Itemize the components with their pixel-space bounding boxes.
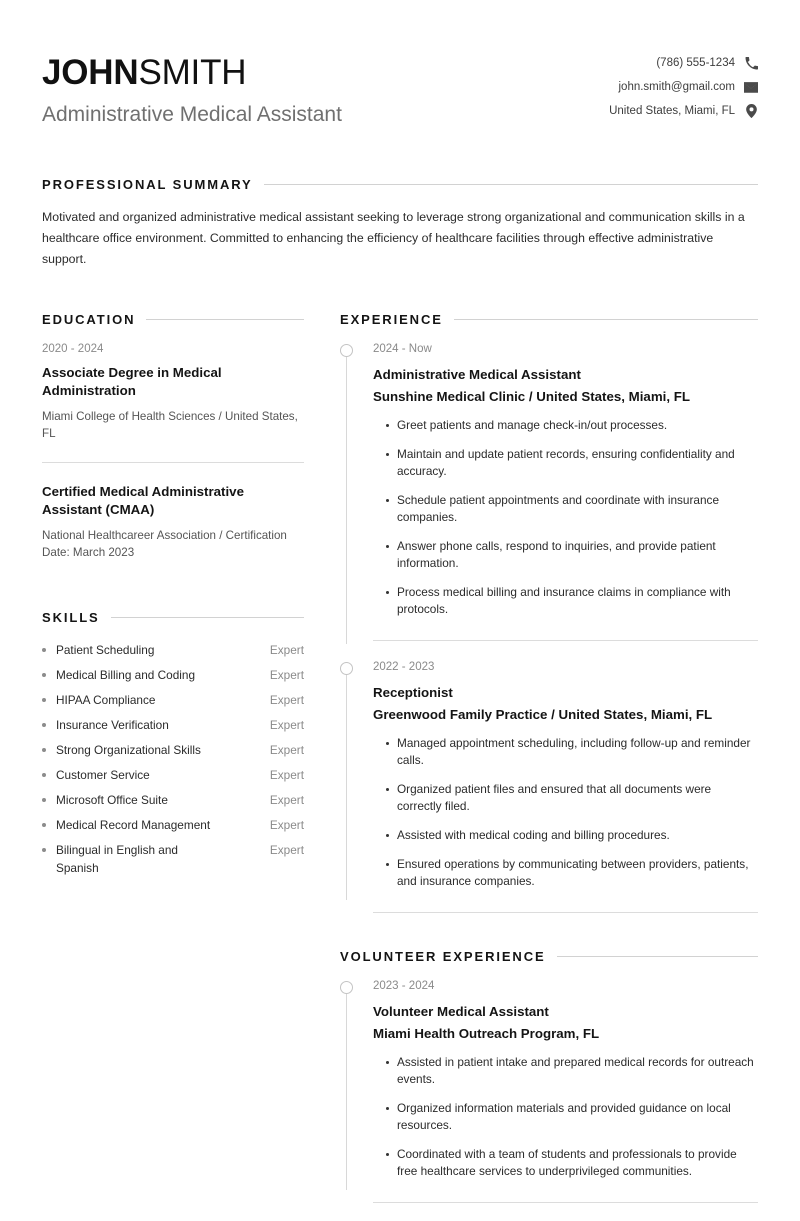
bullet-icon bbox=[42, 648, 46, 652]
education-school: National Healthcareer Association / Certification Date: March 2023 bbox=[42, 529, 287, 559]
contact-email[interactable] bbox=[619, 80, 759, 94]
summary-heading bbox=[42, 177, 758, 192]
education-item bbox=[42, 341, 304, 444]
education-date: 2020 - 2024 bbox=[42, 343, 104, 355]
timeline-line bbox=[346, 987, 347, 1190]
resume-header bbox=[42, 40, 758, 130]
section-experience bbox=[340, 312, 758, 913]
experience-item bbox=[340, 341, 758, 622]
section-volunteer-experience bbox=[340, 949, 758, 1203]
experience-bullet: Greet patients and manage check-in/out processes. bbox=[386, 417, 758, 434]
skill-level: Expert bbox=[269, 817, 304, 832]
right-column bbox=[340, 312, 758, 1221]
skill-left bbox=[42, 791, 168, 809]
entry-divider bbox=[373, 1202, 758, 1203]
section-education bbox=[42, 312, 304, 563]
section-professional-summary bbox=[42, 177, 758, 270]
experience-heading-text: EXPERIENCE bbox=[340, 312, 443, 327]
skill-item bbox=[42, 712, 304, 737]
skill-level: Expert bbox=[269, 717, 304, 732]
summary-text: Motivated and organized administrative medical assistant seeking to leverage strong organizational and communication skills in a healthcare office environment. Committed to enhancing the efficiency of healthcare facilities through effective administrative support. bbox=[42, 210, 745, 266]
skill-level: Expert bbox=[269, 767, 304, 782]
volunteer-bullet: Coordinated with a team of students and professionals to provide free healthcare services to underprivileged communities. bbox=[386, 1146, 758, 1180]
skills-list bbox=[42, 637, 304, 880]
skill-item bbox=[42, 687, 304, 712]
skills-heading-text: SKILLS bbox=[42, 610, 100, 625]
timeline-marker-icon bbox=[340, 344, 353, 357]
last-name: SMITH bbox=[138, 53, 247, 92]
envelope-icon bbox=[744, 80, 758, 94]
skill-name: HIPAA Compliance bbox=[56, 692, 156, 707]
skill-left bbox=[42, 716, 169, 734]
volunteer-date: 2023 - 2024 bbox=[373, 980, 435, 992]
skill-item bbox=[42, 662, 304, 687]
experience-bullet: Managed appointment scheduling, including follow-up and reminder calls. bbox=[386, 735, 758, 769]
contact-email-value: john.smith@gmail.com bbox=[618, 81, 735, 93]
volunteer-org: Miami Health Outreach Program, FL bbox=[373, 1026, 600, 1041]
skill-left bbox=[42, 666, 195, 684]
heading-rule bbox=[264, 184, 758, 185]
summary-heading-text: PROFESSIONAL SUMMARY bbox=[42, 177, 253, 192]
left-column bbox=[42, 312, 304, 880]
skill-level: Expert bbox=[269, 742, 304, 757]
first-name: JOHN bbox=[42, 53, 139, 92]
education-school: Miami College of Health Sciences / United States, FL bbox=[42, 410, 298, 440]
experience-bullets bbox=[373, 417, 758, 618]
skill-level: Expert bbox=[269, 792, 304, 807]
volunteer-heading-text: VOLUNTEER EXPERIENCE bbox=[340, 949, 546, 964]
body-columns bbox=[42, 312, 758, 1221]
skills-heading bbox=[42, 610, 304, 625]
contact-phone[interactable] bbox=[656, 56, 758, 70]
education-list bbox=[42, 341, 304, 563]
skill-left bbox=[42, 766, 150, 784]
name-block bbox=[42, 50, 342, 130]
skill-name: Insurance Verification bbox=[56, 717, 169, 732]
contact-list bbox=[609, 50, 758, 118]
skill-name: Patient Scheduling bbox=[56, 642, 155, 657]
volunteer-bullet: Organized information materials and provided guidance on local resources. bbox=[386, 1100, 758, 1134]
job-title: Administrative Medical Assistant bbox=[42, 103, 342, 126]
bullet-icon bbox=[42, 773, 46, 777]
skill-level: Expert bbox=[269, 667, 304, 682]
skill-name: Microsoft Office Suite bbox=[56, 792, 168, 807]
bullet-icon bbox=[42, 723, 46, 727]
skill-level: Expert bbox=[269, 692, 304, 707]
skill-level: Expert bbox=[269, 842, 304, 857]
heading-rule bbox=[146, 319, 304, 320]
experience-bullet: Process medical billing and insurance claims in compliance with protocols. bbox=[386, 584, 758, 618]
bullet-icon bbox=[42, 673, 46, 677]
experience-bullet: Organized patient files and ensured that all documents were correctly filed. bbox=[386, 781, 758, 815]
entry-divider bbox=[373, 640, 758, 641]
volunteer-timeline bbox=[340, 978, 758, 1203]
experience-date: 2022 - 2023 bbox=[373, 661, 435, 673]
skill-level: Expert bbox=[269, 642, 304, 657]
skill-left bbox=[42, 741, 201, 759]
experience-role: Administrative Medical Assistant bbox=[373, 367, 581, 382]
skill-name: Medical Billing and Coding bbox=[56, 667, 196, 682]
bullet-icon bbox=[42, 798, 46, 802]
experience-bullet: Ensured operations by communicating between providers, patients, and insurance companies. bbox=[386, 856, 758, 890]
timeline-marker-icon bbox=[340, 981, 353, 994]
experience-org: Sunshine Medical Clinic / United States, Miami, FL bbox=[373, 389, 690, 404]
skill-item bbox=[42, 762, 304, 787]
experience-bullet: Assisted with medical coding and billing procedures. bbox=[386, 827, 758, 844]
skill-left bbox=[42, 816, 210, 834]
skill-item bbox=[42, 737, 304, 762]
experience-bullet: Schedule patient appointments and coordinate with insurance companies. bbox=[386, 492, 758, 526]
timeline-line bbox=[346, 350, 347, 644]
skill-name: Strong Organizational Skills bbox=[56, 742, 201, 757]
bullet-icon bbox=[42, 748, 46, 752]
section-skills bbox=[42, 610, 304, 880]
timeline-marker-icon bbox=[340, 662, 353, 675]
phone-icon bbox=[744, 56, 758, 70]
bullet-icon bbox=[42, 698, 46, 702]
volunteer-bullets bbox=[373, 1054, 758, 1180]
volunteer-item bbox=[340, 978, 758, 1184]
skill-name: Bilingual in English and Spanish bbox=[56, 842, 178, 875]
skill-left bbox=[42, 641, 154, 659]
education-heading bbox=[42, 312, 304, 327]
skill-name: Customer Service bbox=[56, 767, 150, 782]
experience-item bbox=[340, 659, 758, 894]
contact-location[interactable] bbox=[609, 104, 758, 118]
experience-org: Greenwood Family Practice / United States, Miami, FL bbox=[373, 707, 713, 722]
skill-item bbox=[42, 637, 304, 662]
heading-rule bbox=[454, 319, 758, 320]
contact-location-value: United States, Miami, FL bbox=[609, 105, 735, 117]
bullet-icon bbox=[42, 848, 46, 852]
volunteer-bullet: Assisted in patient intake and prepared medical records for outreach events. bbox=[386, 1054, 758, 1088]
experience-bullet: Answer phone calls, respond to inquiries, and provide patient information. bbox=[386, 538, 758, 572]
location-pin-icon bbox=[744, 104, 758, 118]
experience-bullets bbox=[373, 735, 758, 890]
entry-divider bbox=[373, 912, 758, 913]
full-name bbox=[42, 52, 342, 94]
volunteer-role: Volunteer Medical Assistant bbox=[373, 1004, 549, 1019]
experience-role: Receptionist bbox=[373, 685, 453, 700]
experience-heading bbox=[340, 312, 758, 327]
skill-left bbox=[42, 691, 155, 709]
volunteer-heading bbox=[340, 949, 758, 964]
skill-item bbox=[42, 837, 304, 880]
skill-left bbox=[42, 841, 222, 877]
skill-item bbox=[42, 812, 304, 837]
skill-item bbox=[42, 787, 304, 812]
timeline-line bbox=[346, 668, 347, 900]
experience-date: 2024 - Now bbox=[373, 343, 432, 355]
education-heading-text: EDUCATION bbox=[42, 312, 136, 327]
experience-bullet: Maintain and update patient records, ensuring confidentiality and accuracy. bbox=[386, 446, 758, 480]
heading-rule bbox=[111, 617, 304, 618]
skill-name: Medical Record Management bbox=[56, 817, 211, 832]
contact-phone-value: (786) 555-1234 bbox=[656, 57, 735, 69]
heading-rule bbox=[557, 956, 758, 957]
experience-timeline bbox=[340, 341, 758, 913]
education-degree: Associate Degree in Medical Administration bbox=[42, 365, 222, 398]
education-item bbox=[42, 462, 304, 563]
bullet-icon bbox=[42, 823, 46, 827]
education-degree: Certified Medical Administrative Assistant (CMAA) bbox=[42, 484, 244, 517]
